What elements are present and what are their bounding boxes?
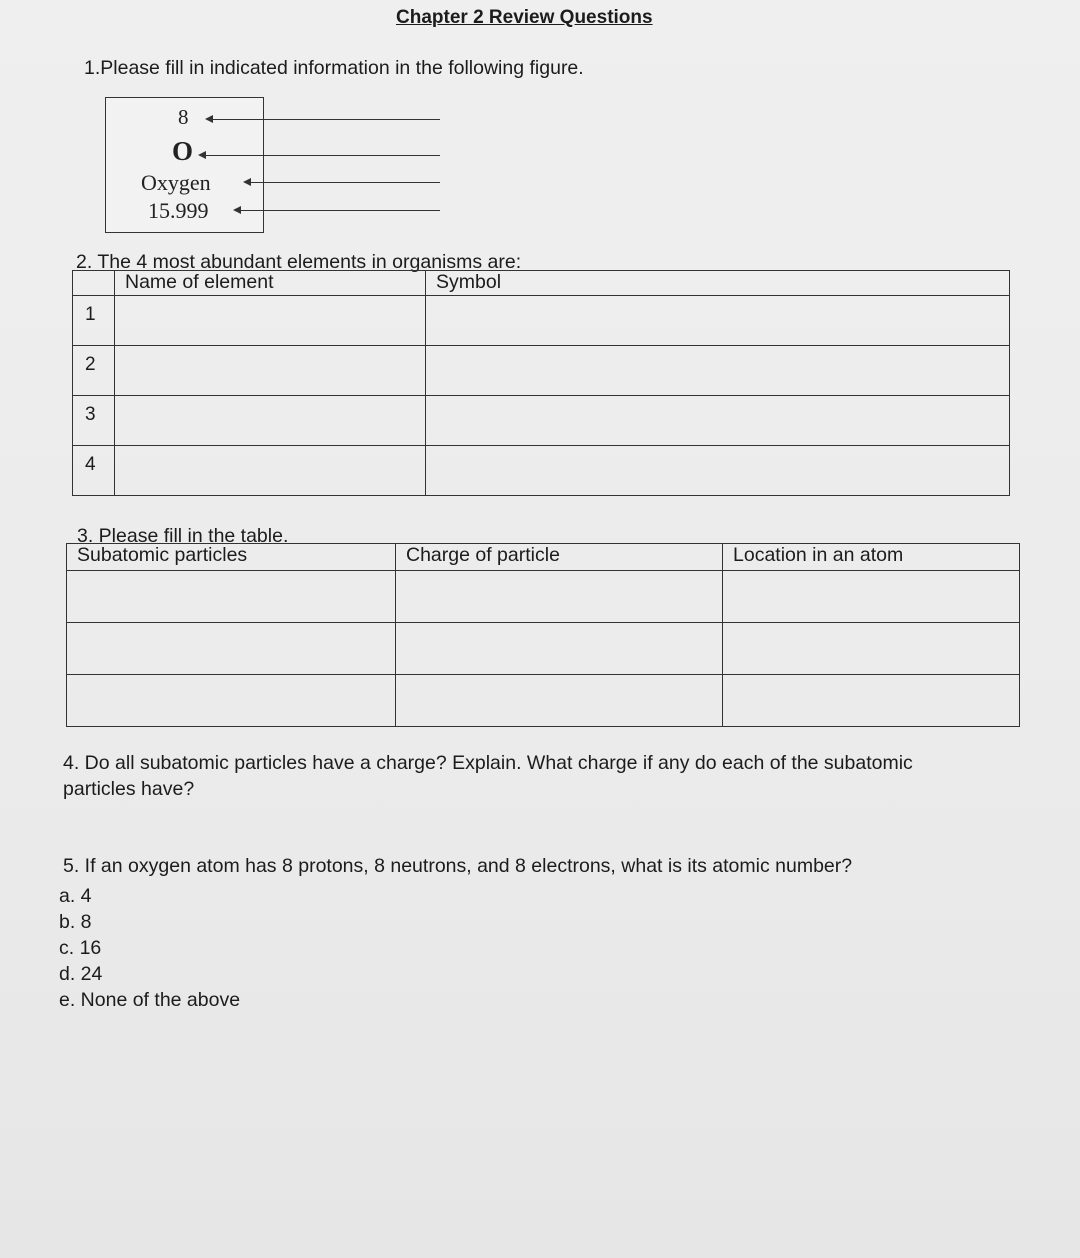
table-row — [67, 623, 1020, 675]
abundant-elements-table — [72, 270, 1010, 496]
answer-cell[interactable] — [723, 571, 1020, 623]
answer-cell[interactable] — [396, 571, 723, 623]
label-line-number[interactable] — [212, 119, 440, 120]
answer-cell[interactable] — [67, 623, 396, 675]
answer-cell[interactable] — [115, 296, 426, 346]
table-header-symbol: Symbol — [426, 271, 1010, 296]
element-name: Oxygen — [141, 170, 211, 195]
answer-cell[interactable] — [67, 571, 396, 623]
row-number: 1 — [73, 296, 115, 346]
answer-cell[interactable] — [115, 396, 426, 446]
question-2: 2. The 4 most abundant elements in organisms are: — [76, 251, 522, 273]
table-row — [73, 346, 1010, 396]
question-3: 3. Please fill in the table. — [77, 525, 289, 547]
table-row — [67, 675, 1020, 727]
atomic-mass: 15.999 — [148, 198, 209, 223]
answer-cell[interactable] — [67, 675, 396, 727]
row-number: 4 — [73, 446, 115, 496]
atomic-number: 8 — [178, 105, 189, 129]
answer-cell[interactable] — [426, 296, 1010, 346]
row-number: 3 — [73, 396, 115, 446]
table-row — [73, 296, 1010, 346]
answer-options — [59, 883, 240, 1013]
option-d[interactable]: d. 24 — [59, 963, 103, 985]
question-4: 4. Do all subatomic particles have a charge? Explain. What charge if any do each of the subatomic particles have? — [63, 752, 913, 800]
option-b[interactable]: b. 8 — [59, 911, 92, 933]
element-symbol: O — [172, 136, 194, 166]
label-line-mass[interactable] — [240, 210, 440, 211]
answer-cell[interactable] — [396, 675, 723, 727]
answer-cell[interactable] — [723, 675, 1020, 727]
subatomic-particles-table — [66, 543, 1020, 727]
row-number: 2 — [73, 346, 115, 396]
question-1: 1.Please fill in indicated information in the following figure. — [84, 57, 584, 79]
table-header-particles: Subatomic particles — [67, 544, 396, 571]
answer-cell[interactable] — [426, 346, 1010, 396]
answer-cell[interactable] — [426, 396, 1010, 446]
table-header-blank — [73, 271, 115, 296]
question-5: 5. If an oxygen atom has 8 protons, 8 neutrons, and 8 electrons, what is its atomic number? — [63, 855, 853, 877]
option-a[interactable]: a. 4 — [59, 885, 92, 907]
label-line-name[interactable] — [250, 182, 440, 183]
table-header-charge: Charge of particle — [396, 544, 723, 571]
table-row — [73, 396, 1010, 446]
answer-cell[interactable] — [115, 446, 426, 496]
answer-cell[interactable] — [426, 446, 1010, 496]
table-row — [73, 446, 1010, 496]
answer-cell[interactable] — [396, 623, 723, 675]
answer-cell[interactable] — [115, 346, 426, 396]
option-c[interactable]: c. 16 — [59, 937, 102, 959]
table-row — [67, 571, 1020, 623]
label-line-symbol[interactable] — [205, 155, 440, 156]
page-title: Chapter 2 Review Questions — [396, 7, 653, 28]
table-header-name: Name of element — [115, 271, 426, 296]
answer-cell[interactable] — [723, 623, 1020, 675]
option-e[interactable]: e. None of the above — [59, 989, 241, 1011]
table-header-location: Location in an atom — [723, 544, 1020, 571]
